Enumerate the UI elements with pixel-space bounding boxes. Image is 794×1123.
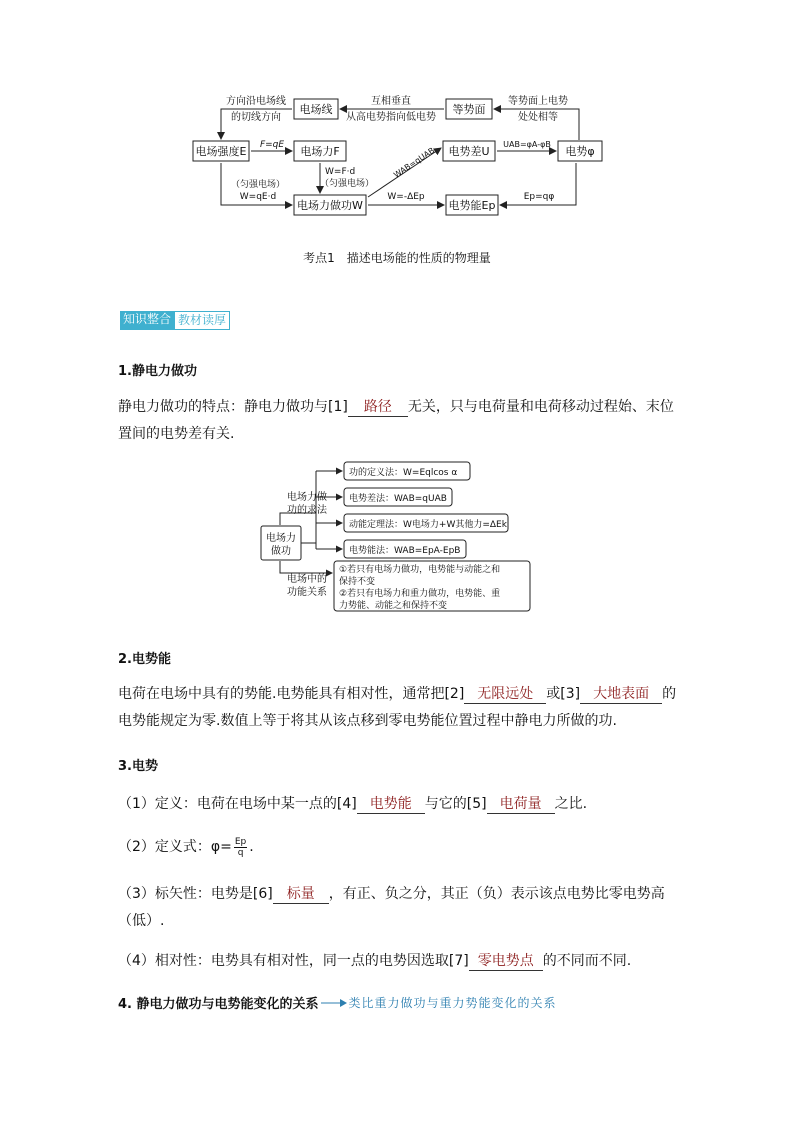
node-potential: 电势φ (565, 145, 595, 158)
label-uniform-left: （匀强电场） (230, 180, 286, 190)
answer-blank-5: 电荷量 (487, 795, 555, 814)
label-u-phi: UAB=φA-φB (503, 140, 551, 149)
node-field-strength: 电场强度E (195, 145, 247, 158)
label-ep-qphi: Ep=qφ (523, 192, 555, 202)
paragraph-potential-energy: 电荷在电场中具有的势能.电势能具有相对性，通常把[2] 无限远处 或[3] 大地表面 的电势能规定为零.数值上等于将其从该点移到零电势能位置过程中静电力所做的功. (118, 686, 677, 729)
node-potential-energy: 电势能Ep (448, 199, 496, 212)
node-potential-diff: 电势差U (448, 145, 490, 158)
label-equal-1: 等势面上电势 (508, 96, 568, 107)
potential-definition: （1）定义：电荷在电场中某一点的[4] 电势能 与它的[5] 电荷量 之比. (118, 796, 588, 812)
answer-blank-2: 无限远处 (464, 685, 546, 704)
answer-blank-3: 大地表面 (580, 685, 662, 704)
relation-line-1: ①若只有电场力做功，电势能与动能之和 (339, 565, 501, 575)
answer-blank-6: 标量 (273, 885, 329, 904)
label-uniform-right: （匀强电场） (320, 179, 375, 189)
heading-work: 1.静电力做功 (118, 364, 197, 379)
analogy-note: 类比重力做功与重力势能变化的关系 (348, 996, 557, 1010)
branch2-line-1: 电场中的 (287, 574, 327, 585)
label-perpendicular: 互相垂直 (371, 96, 411, 107)
badge-right: 教材读厚 (174, 311, 230, 330)
relationship-diagram (0, 0, 794, 240)
label-equal-2: 处处相等 (518, 112, 558, 123)
method-3: 动能定理法：W电场力+W其他力=ΔEk (349, 520, 507, 530)
formula-fraction: $\frac{Ep}{q}$ (234, 836, 247, 858)
branch2-line-2: 功能关系 (287, 587, 327, 598)
label-tangent-1: 方向沿电场线 (226, 96, 286, 107)
method-4: 电势能法：WAB=EpA-EpB (349, 546, 461, 556)
heading-potential-energy: 2.电势能 (118, 652, 171, 667)
potential-formula: （2）定义式：φ= $\frac{Ep}{q}$ . (118, 836, 254, 858)
root-line-2: 做功 (271, 546, 291, 557)
heading-potential: 3.电势 (118, 759, 158, 774)
method-1: 功的定义法：W=Eqlcos α (349, 468, 458, 478)
label-w-dep: W=-ΔEp (387, 192, 425, 202)
label-high-to-low: 从高电势指向低电势 (346, 112, 436, 123)
label-w-qed: W=qE·d (239, 192, 277, 202)
answer-blank-7: 零电势点 (469, 952, 543, 971)
method-2: 电势差法：WAB=qUAB (349, 494, 447, 504)
potential-scalar: （3）标矢性：电势是[6] 标量 ，有正、负之分，其正（负）表示该点电势比零电势高（低）. (118, 886, 665, 929)
section-caption: 考点1 描述电场能的性质的物理量 (303, 251, 491, 265)
badge-left: 知识整合 (120, 311, 174, 330)
potential-relativity: （4）相对性：电势具有相对性，同一点的电势因选取[7] 零电势点 的不同而不同. (118, 953, 632, 969)
label-f-qe: F=qE (259, 140, 285, 150)
label-w-quab: WAB=qUAB (392, 145, 437, 180)
relation-line-4: 力势能、动能之和保持不变 (339, 601, 448, 611)
answer-blank-4: 电势能 (357, 795, 425, 814)
heading-work-energy-relation: 4. 静电力做功与电势能变化的关系 类比重力做功与重力势能变化的关系 (118, 996, 557, 1012)
node-electric-force: 电场力F (300, 145, 340, 158)
paragraph-work: 静电力做功的特点：静电力做功与[1] 路径 无关，只与电荷量和电荷移动过程始、末位置间的电势差有关. (118, 399, 674, 442)
arrow-right-icon (321, 998, 347, 1008)
branch1-line-1: 电场力做 (287, 492, 327, 503)
node-equipotential: 等势面 (452, 103, 486, 116)
label-tangent-2: 的切线方向 (231, 112, 281, 123)
knowledge-badge (120, 311, 230, 330)
node-field-line: 电场线 (299, 103, 333, 116)
work-methods-diagram (0, 455, 794, 615)
relation-line-3: ②若只有电场力和重力做功，电势能、重 (339, 589, 501, 599)
answer-blank-1: 路径 (348, 398, 408, 417)
branch1-line-2: 功的求法 (287, 505, 327, 516)
relation-line-2: 保持不变 (339, 577, 376, 587)
label-w-fd: W=F·d (325, 167, 356, 177)
root-line-1: 电场力 (266, 533, 296, 544)
node-force-work: 电场力做功W (297, 199, 363, 212)
